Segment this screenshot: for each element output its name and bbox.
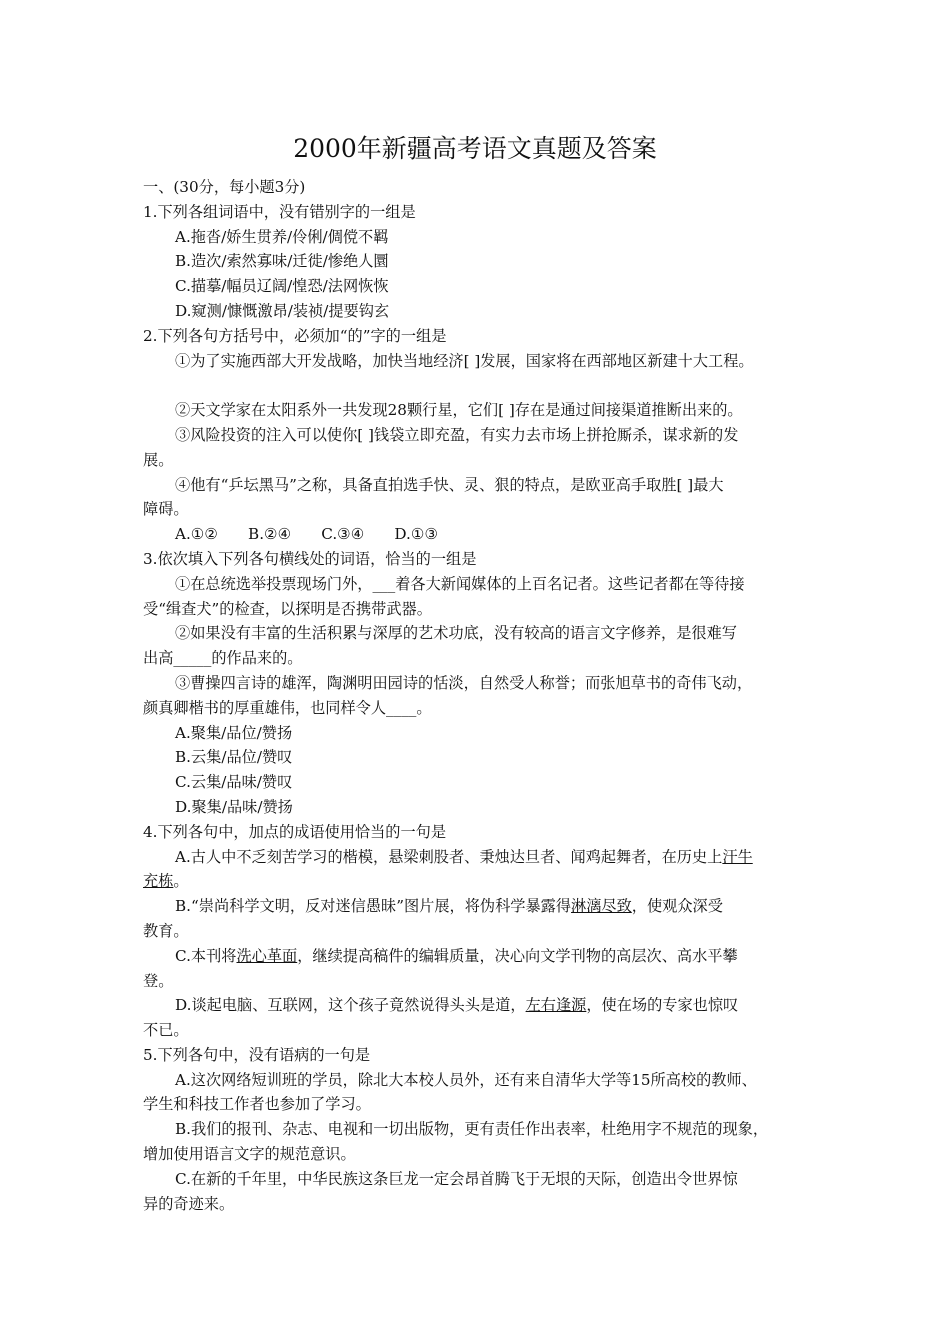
q4-option-a-idiom: 汗牛 (722, 847, 753, 866)
q3-option-a: A.聚集/品位/赞扬 (175, 723, 293, 742)
q1-option-a: A.拖沓/娇生贯养/伶俐/倜傥不羁 (175, 227, 389, 246)
q2-options (143, 522, 815, 547)
q4-option-c-cont: 登。 (143, 971, 174, 990)
q4-option-b-idiom: 淋漓尽致 (571, 897, 632, 916)
q2-option-d: D.①③ (394, 525, 439, 544)
q4-option-a-text: A.古人中不乏刻苦学习的楷模，悬梁刺股者、秉烛达旦者、闻鸡起舞者，在历史上 (175, 847, 723, 866)
q4-option-b-text-2: ，使观众深受 (631, 897, 723, 916)
q2-sentence-1: ①为了实施西部大开发战略，加快当地经济[ ]发展，国家将在西部地区新建十大工程。 (175, 351, 754, 370)
q2-sentence-2: ②天文学家在太阳系外一共发现28颗行星，它们[ ]存在是通过间接渠道推断出来的。 (175, 401, 743, 420)
q1-option-c: C.描摹/幅员辽阔/惶恐/法网恢恢 (175, 277, 389, 296)
section-heading: 一、(30分，每小题3分) (143, 178, 306, 196)
q4-option-a-end: 。 (173, 872, 189, 891)
q2-option-c: C.③④ (321, 525, 365, 544)
document-body (143, 175, 815, 1216)
q4-option-b (143, 894, 815, 919)
q4-option-a (143, 845, 815, 870)
q2-option-a: A.①② (175, 525, 219, 544)
q5-option-b: B.我们的报刊、杂志、电视和一切出版物，更有责任作出表率，杜绝用字不规范的现象， (175, 1120, 769, 1139)
q4-option-d-text: D.谈起电脑、互联网，这个孩子竟然说得头头是道， (175, 996, 526, 1015)
q4-option-c-text-2: ，继续提高稿件的编辑质量，决心向文学刊物的高层次、高水平攀 (297, 946, 738, 965)
q4-option-d (143, 993, 815, 1018)
q4-option-b-cont: 教育。 (143, 921, 189, 940)
q2-sentence-3: ③风险投资的注入可以使你[ ]钱袋立即充盈，有实力去市场上拼抢厮杀，谋求新的发 (175, 425, 739, 444)
q3-sentence-3-cont: 颜真卿楷书的厚重雄伟，也同样令人____。 (143, 698, 432, 717)
q2-stem: 2.下列各句方括号中，必须加“的”字的一组是 (143, 326, 447, 345)
q4-option-c-text: C.本刊将 (175, 946, 237, 965)
q2-sentence-4-cont: 障碍。 (143, 500, 189, 519)
q3-option-b: B.云集/品位/赞叹 (175, 748, 293, 767)
q3-sentence-2-cont: 出高_____的作品来的。 (143, 649, 303, 668)
q2-option-b: B.②④ (248, 525, 292, 544)
q1-option-d: D.窥测/慷慨激昂/装祯/提要钩玄 (175, 301, 390, 320)
q4-stem: 4.下列各句中，加点的成语使用恰当的一句是 (143, 822, 447, 841)
q3-stem: 3.依次填入下列各句横线处的词语，恰当的一组是 (143, 549, 477, 568)
q5-option-a: A.这次网络短训班的学员，除北大本校人员外，还有来自清华大学等15所高校的教师、 (175, 1070, 757, 1089)
q4-option-a-idiom-cont: 充栋 (143, 872, 174, 891)
q4-option-c-idiom: 洗心革面 (236, 946, 298, 965)
q5-option-c: C.在新的千年里，中华民族这条巨龙一定会昂首腾飞于无垠的天际，创造出令世界惊 (175, 1169, 738, 1188)
q2-sentence-4: ④他有“乒坛黑马”之称，具备直拍选手快、灵、狠的特点，是欧亚高手取胜[ ]最大 (175, 475, 724, 494)
q5-option-c-cont: 异的奇迹来。 (143, 1194, 235, 1213)
q3-option-d: D.聚集/品味/赞扬 (175, 797, 293, 816)
q3-sentence-1: ①在总统选举投票现场门外，___着各大新闻媒体的上百名记者。这些记者都在等待接 (175, 574, 745, 593)
q4-option-d-idiom: 左右逢源 (525, 996, 587, 1015)
q3-sentence-1-cont: 受“缉查犬”的检查，以探明是否携带武器。 (143, 599, 432, 618)
q5-option-b-cont: 增加使用语言文字的规范意识。 (143, 1145, 356, 1164)
q1-stem: 1.下列各组词语中，没有错别字的一组是 (143, 202, 416, 221)
q3-option-c: C.云集/品味/赞叹 (175, 773, 293, 792)
q4-option-d-cont: 不已。 (143, 1021, 189, 1040)
q2-sentence-3-cont: 展。 (143, 450, 174, 469)
q4-option-b-text: B.“崇尚科学文明，反对迷信愚昧”图片展，将伪科学暴露得 (175, 897, 572, 916)
q3-sentence-3: ③曹操四言诗的雄浑，陶渊明田园诗的恬淡，自然受人称誉；而张旭草书的奇伟飞动， (175, 673, 753, 692)
q1-option-b: B.造次/索然寡味/迁徙/惨绝人圜 (175, 252, 389, 271)
blank-line (143, 373, 815, 398)
q4-option-a-cont (143, 869, 815, 894)
document-title: 2000年新疆高考语文真题及答案 (293, 134, 657, 163)
q4-option-d-text-2: ，使在场的专家也惊叹 (586, 996, 739, 1015)
q4-option-c (143, 944, 815, 969)
q5-stem: 5.下列各句中，没有语病的一句是 (143, 1045, 371, 1064)
q3-sentence-2: ②如果没有丰富的生活积累与深厚的艺术功底，没有较高的语言文字修养，是很难写 (175, 624, 737, 643)
q5-option-a-cont: 学生和科技工作者也参加了学习。 (143, 1095, 371, 1114)
